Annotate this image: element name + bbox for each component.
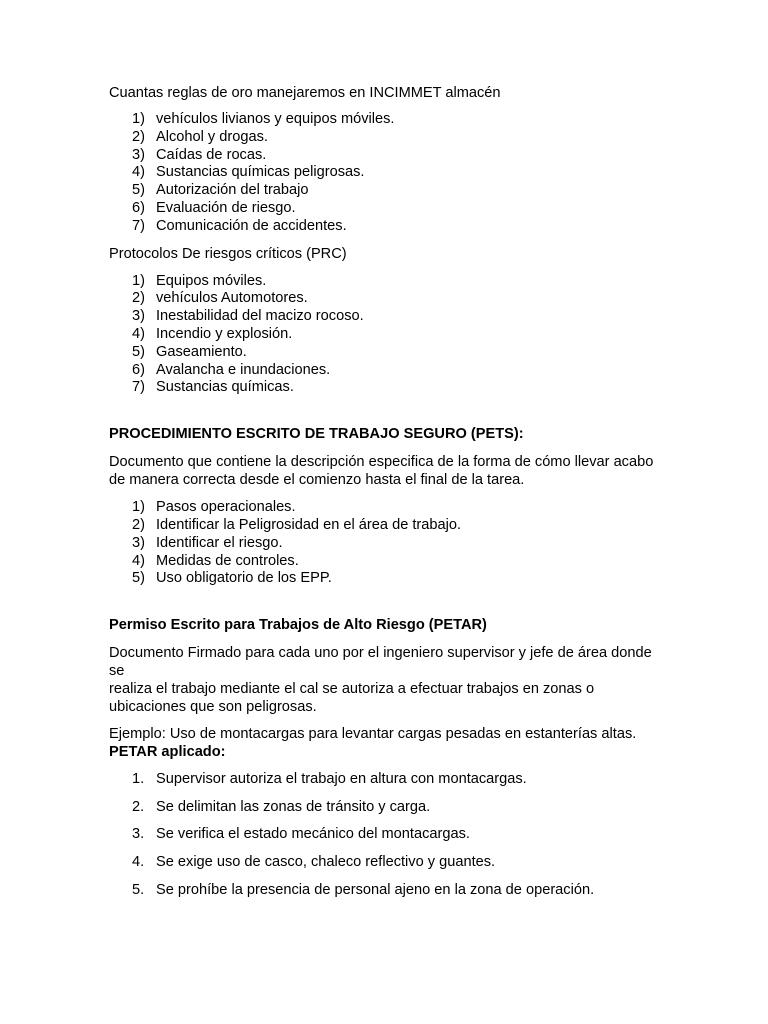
list-number: 6) [132, 361, 145, 378]
list-text: Se verifica el estado mecánico del montacargas. [156, 826, 470, 843]
list-text: Uso obligatorio de los EPP. [156, 570, 332, 587]
list-number: 5) [132, 182, 145, 199]
list-text: Pasos operacionales. [156, 499, 296, 516]
list-item [109, 553, 669, 571]
golden-rules-list [109, 111, 669, 236]
pets-description [109, 453, 669, 489]
list-text: Identificar el riesgo. [156, 534, 283, 551]
example-text: Ejemplo: Uso de montacargas para levantar cargas pesadas en estanterías altas. [109, 726, 637, 743]
list-item [109, 344, 669, 362]
list-number: 1) [132, 499, 145, 516]
petar-desc-line: ubicaciones que son peligrosas. [109, 699, 317, 716]
list-item [109, 798, 669, 816]
list-text: Inestabilidad del macizo rocoso. [156, 308, 364, 325]
list-number: 1. [132, 771, 145, 788]
list-text: Equipos móviles. [156, 272, 267, 289]
list-number: 4) [132, 325, 145, 342]
pets-heading: PROCEDIMIENTO ESCRITO DE TRABAJO SEGURO (PETS): [109, 426, 524, 443]
list-item [109, 308, 669, 326]
list-number: 4) [132, 164, 145, 181]
list-number: 6) [132, 199, 145, 216]
list-item [109, 770, 669, 788]
list-item [109, 881, 669, 899]
list-text: Se exige uso de casco, chaleco reflectivo y guantes. [156, 853, 496, 870]
list-item [109, 326, 669, 344]
list-text: Caídas de rocas. [156, 146, 267, 163]
list-text: Gaseamiento. [156, 343, 247, 360]
prc-list [109, 273, 669, 398]
list-item [109, 218, 669, 236]
list-number: 4) [132, 552, 145, 569]
list-text: Incendio y explosión. [156, 325, 293, 342]
petar-applied-list [109, 770, 669, 898]
list-number: 2) [132, 128, 145, 145]
list-number: 2) [132, 516, 145, 533]
list-text: Comunicación de accidentes. [156, 217, 347, 234]
list-item [109, 362, 669, 380]
list-item [109, 182, 669, 200]
list-number: 1) [132, 272, 145, 289]
list-item [109, 825, 669, 843]
list-number: 5. [132, 881, 145, 898]
list-item [109, 147, 669, 165]
list-item [109, 570, 669, 588]
list-item [109, 111, 669, 129]
pets-list [109, 499, 669, 588]
list-text: Se prohíbe la presencia de personal ajeno en la zona de operación. [156, 881, 595, 898]
list-text: Se delimitan las zonas de tránsito y carga. [156, 798, 431, 815]
list-text: Alcohol y drogas. [156, 128, 268, 145]
list-text: Evaluación de riesgo. [156, 199, 296, 216]
list-item [109, 517, 669, 535]
document-page [109, 84, 669, 908]
petar-desc-line: realiza el trabajo mediante el cal se autoriza a efectuar trabajos en zonas o [109, 681, 595, 698]
list-text: Autorización del trabajo [156, 182, 309, 199]
list-text: Sustancias químicas. [156, 379, 294, 396]
list-number: 7) [132, 379, 145, 396]
list-item [109, 164, 669, 182]
petar-description [109, 644, 669, 716]
list-number: 2. [132, 798, 145, 815]
list-item [109, 853, 669, 871]
list-item [109, 200, 669, 218]
list-text: Identificar la Peligrosidad en el área de trabajo. [156, 516, 462, 533]
list-item [109, 273, 669, 291]
pets-desc-line: de manera correcta desde el comienzo hasta el final de la tarea. [109, 472, 525, 489]
list-item [109, 535, 669, 553]
list-number: 3) [132, 308, 145, 325]
list-text: vehículos livianos y equipos móviles. [156, 111, 395, 127]
golden-rules-question: Cuantas reglas de oro manejaremos en INCIMMET almacén [109, 85, 501, 101]
list-number: 7) [132, 217, 145, 234]
list-text: Supervisor autoriza el trabajo en altura con montacargas. [156, 771, 527, 788]
list-item [109, 290, 669, 308]
list-text: Medidas de controles. [156, 552, 299, 569]
list-number: 5) [132, 570, 145, 587]
list-number: 3) [132, 534, 145, 551]
list-number: 3) [132, 146, 145, 163]
list-number: 1) [132, 111, 145, 127]
prc-heading: Protocolos De riesgos críticos (PRC) [109, 245, 347, 262]
petar-desc-line: Documento Firmado para cada uno por el ingeniero supervisor y jefe de área donde se [109, 645, 652, 680]
list-number: 4. [132, 853, 145, 870]
petar-applied-heading: PETAR aplicado: [109, 744, 226, 761]
list-text: vehículos Automotores. [156, 290, 308, 307]
list-number: 2) [132, 290, 145, 307]
list-text: Sustancias químicas peligrosas. [156, 164, 365, 181]
list-number: 5) [132, 343, 145, 360]
list-number: 3. [132, 826, 145, 843]
petar-heading: Permiso Escrito para Trabajos de Alto Riesgo (PETAR) [109, 617, 487, 634]
list-item [109, 379, 669, 397]
pets-desc-line: Documento que contiene la descripción especifica de la forma de cómo llevar acabo [109, 454, 654, 471]
example-paragraph [109, 725, 669, 761]
list-item [109, 129, 669, 147]
list-text: Avalancha e inundaciones. [156, 361, 331, 378]
list-item [109, 499, 669, 517]
